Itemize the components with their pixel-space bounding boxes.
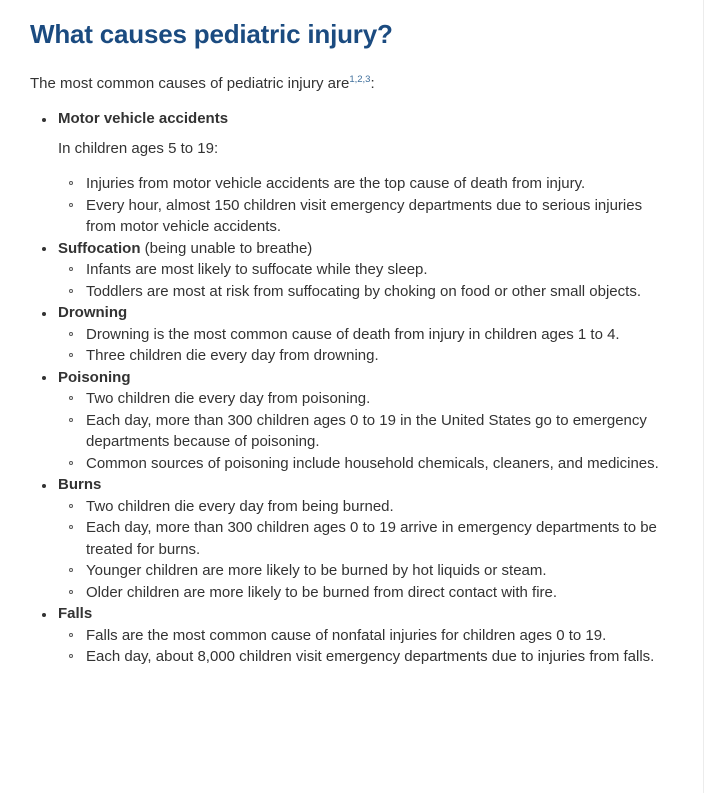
fact-item: Two children die every day from being burned. <box>58 496 673 518</box>
cause-heading-text: Drowning <box>58 304 128 322</box>
cause-heading-text: Motor vehicle accidents <box>58 110 229 128</box>
cause-item-poisoning <box>30 367 673 475</box>
fact-item: Every hour, almost 150 children visit emergency departments due to serious injuries from motor vehicle accidents. <box>58 195 673 238</box>
fact-item: Infants are most likely to suffocate while they sleep. <box>58 259 673 281</box>
cause-heading <box>58 302 673 324</box>
fact-item: Toddlers are most at risk from suffocating by choking on food or other small objects. <box>58 281 673 303</box>
cause-item-motor-vehicle-accidents <box>30 108 673 238</box>
intro-text: The most common causes of pediatric injury are <box>30 74 350 92</box>
citation-references[interactable]: 1,2,3 <box>349 73 371 85</box>
fact-item: Drowning is the most common cause of death from injury in children ages 1 to 4. <box>58 324 673 346</box>
fact-item: Younger children are more likely to be burned by hot liquids or steam. <box>58 560 673 582</box>
causes-list <box>30 108 673 668</box>
fact-item: Older children are more likely to be burned from direct contact with fire. <box>58 582 673 604</box>
cause-item-falls <box>30 603 673 668</box>
cause-facts-list <box>58 496 673 604</box>
fact-item: Each day, about 8,000 children visit emergency departments due to injuries from falls. <box>58 646 673 668</box>
cause-heading-note: (being unable to breathe) <box>140 239 313 257</box>
cause-item-drowning <box>30 302 673 367</box>
cause-heading <box>58 238 673 260</box>
fact-item: Injuries from motor vehicle accidents are the top cause of death from injury. <box>58 173 673 195</box>
fact-item: Falls are the most common cause of nonfatal injuries for children ages 0 to 19. <box>58 625 673 647</box>
cause-heading <box>58 603 673 625</box>
fact-item: Each day, more than 300 children ages 0 to 19 arrive in emergency departments to be treated for burns. <box>58 517 673 560</box>
cause-lead-in: In children ages 5 to 19: <box>58 139 219 157</box>
fact-item: Three children die every day from drowning. <box>58 345 673 367</box>
cause-heading-text: Burns <box>58 476 102 494</box>
page-title: What causes pediatric injury? <box>30 19 393 49</box>
cause-item-suffocation <box>30 238 673 303</box>
cause-heading-text: Suffocation <box>58 239 141 257</box>
intro-paragraph <box>30 73 673 95</box>
cause-heading <box>58 474 673 496</box>
fact-item: Common sources of poisoning include household chemicals, cleaners, and medicines. <box>58 453 673 475</box>
cause-heading <box>58 367 673 389</box>
cause-heading <box>58 108 673 130</box>
cause-facts-list <box>58 324 673 367</box>
cause-facts-list <box>58 259 673 302</box>
intro-suffix: : <box>370 74 375 92</box>
cause-facts-list <box>58 388 673 474</box>
cause-heading-text: Poisoning <box>58 368 131 386</box>
cause-heading-text: Falls <box>58 605 93 623</box>
fact-item: Each day, more than 300 children ages 0 to 19 in the United States go to emergency departments because of poisoning. <box>58 410 673 453</box>
cause-facts-list <box>58 625 673 668</box>
cause-item-burns <box>30 474 673 603</box>
cause-facts-list <box>58 173 673 238</box>
fact-item: Two children die every day from poisoning. <box>58 388 673 410</box>
